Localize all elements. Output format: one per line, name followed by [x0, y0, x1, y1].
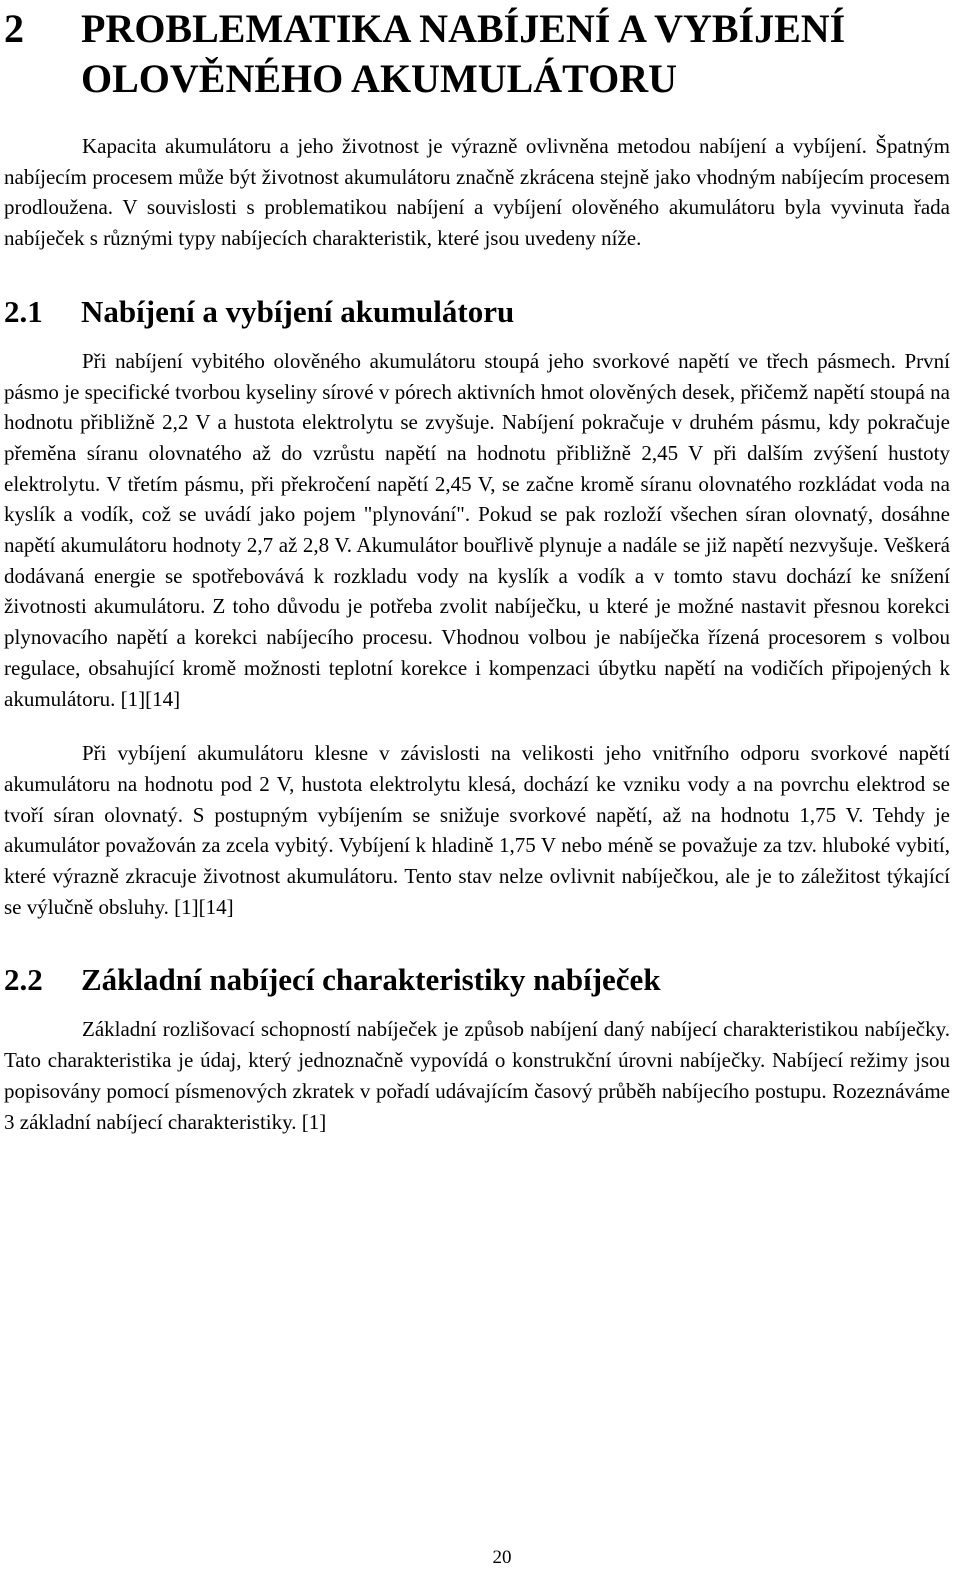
document-page — [4, 0, 950, 1137]
section-2-1-paragraph-discharging: Při vybíjení akumulátoru klesne v závislosti na velikosti jeho vnitřního odporu svorkové napětí akumulátoru na hodnotu pod 2 V, hustota elektrolytu klesá, dochází ke vzniku vody a na povrchu elektrod se tvoří síran olovnatý. S postupným vybíjením se snižuje svorkové napětí, až na hodnotu 1,75 V. Tehdy je akumulátor považován za zcela vybitý. Vybíjení k hladině 1,75 V nebo méně se považuje za tzv. hluboké vybití, které výrazně zkracuje životnost akumulátoru. Tento stav nelze ovlivnit nabíječkou, ale je to záležitost týkající se výlučně obsluhy. [1][14] — [4, 741, 950, 919]
section-heading-2-2 — [4, 960, 950, 1000]
chapter-intro-paragraph: Kapacita akumulátoru a jeho životnost je výrazně ovlivněna metodou nabíjení a vybíjení. Špatným nabíjecím procesem může být životnost akumulátoru značně zkrácena stejně jako vhodným nabíjecím procesem prodloužena. V souvislosti s problematikou nabíjení a vybíjení olověného akumulátoru byla vyvinuta řada nabíječek s různými typy nabíjecích charakteristik, které jsou uvedeny níže. — [4, 134, 950, 251]
section-title: Základní nabíjecí charakteristiky nabíječek — [81, 962, 661, 998]
page-number: 20 — [492, 1547, 512, 1568]
section-2-1-paragraph-charging: Při nabíjení vybitého olověného akumulátoru stoupá jeho svorkové napětí ve třech pásmech. První pásmo je specifické tvorbou kyseliny sírové v pórech aktivních hmot olověných desek, přičemž napětí stoupá na hodnotu přibližně 2,2 V a hustota elektrolytu se zvyšuje. Nabíjení pokračuje v druhém pásmu, kdy pokračuje přeměna síranu olovnatého až do vzrůstu napětí na hodnotu přibližně 2,45 V při dalším zvýšení hustoty elektrolytu. V třetím pásmu, při překročení napětí 2,45 V, se začne kromě síranu olovnatého rozkládat voda na kyslík a vodík, což se uvádí jako pojem "plynování". Pokud se pak rozloží všechen síran olovnatý, dosáhne napětí akumulátoru hodnoty 2,7 až 2,8 V. Akumulátor bouřlivě plynuje a nadále se již napětí nezvyšuje. Veškerá dodávaná energie se spotřebovává k rozkladu vody na kyslík a vodík a v tomto stavu dochází ke snížení životnosti akumulátoru. Z toho důvodu je potřeba zvolit nabíječku, u které je možné nastavit přesnou korekci plynovacího napětí a korekci nabíjecího procesu. Vhodnou volbou je nabíječka řízená procesorem s volbou regulace, obsahující kromě možnosti teplotní korekce i kompenzaci úbytku napětí na vodičích připojených k akumulátoru. [1][14] — [4, 348, 950, 711]
chapter-heading — [4, 4, 950, 104]
chapter-title: PROBLEMATIKA NABÍJENÍ A VYBÍJENÍ OLOVĚNÉHO AKUMULÁTORU — [81, 6, 846, 101]
section-number: 2.1 — [4, 293, 43, 329]
section-title: Nabíjení a vybíjení akumulátoru — [81, 293, 515, 329]
chapter-number: 2 — [4, 6, 24, 51]
section-2-2-paragraph: Základní rozlišovací schopností nabíječek je způsob nabíjení daný nabíjecí charakteristikou nabíječky. Tato charakteristika je údaj, který jednoznačně vypovídá o konstrukční úrovni nabíječky. Nabíjecí režimy jsou popisovány pomocí písmenových zkratek v pořadí udávajícím časový průběh nabíjecího postupu. Rozeznáváme 3 základní nabíjecí charakteristiky. [1] — [4, 1017, 950, 1134]
section-heading-2-1 — [4, 292, 950, 332]
section-number: 2.2 — [4, 962, 43, 998]
